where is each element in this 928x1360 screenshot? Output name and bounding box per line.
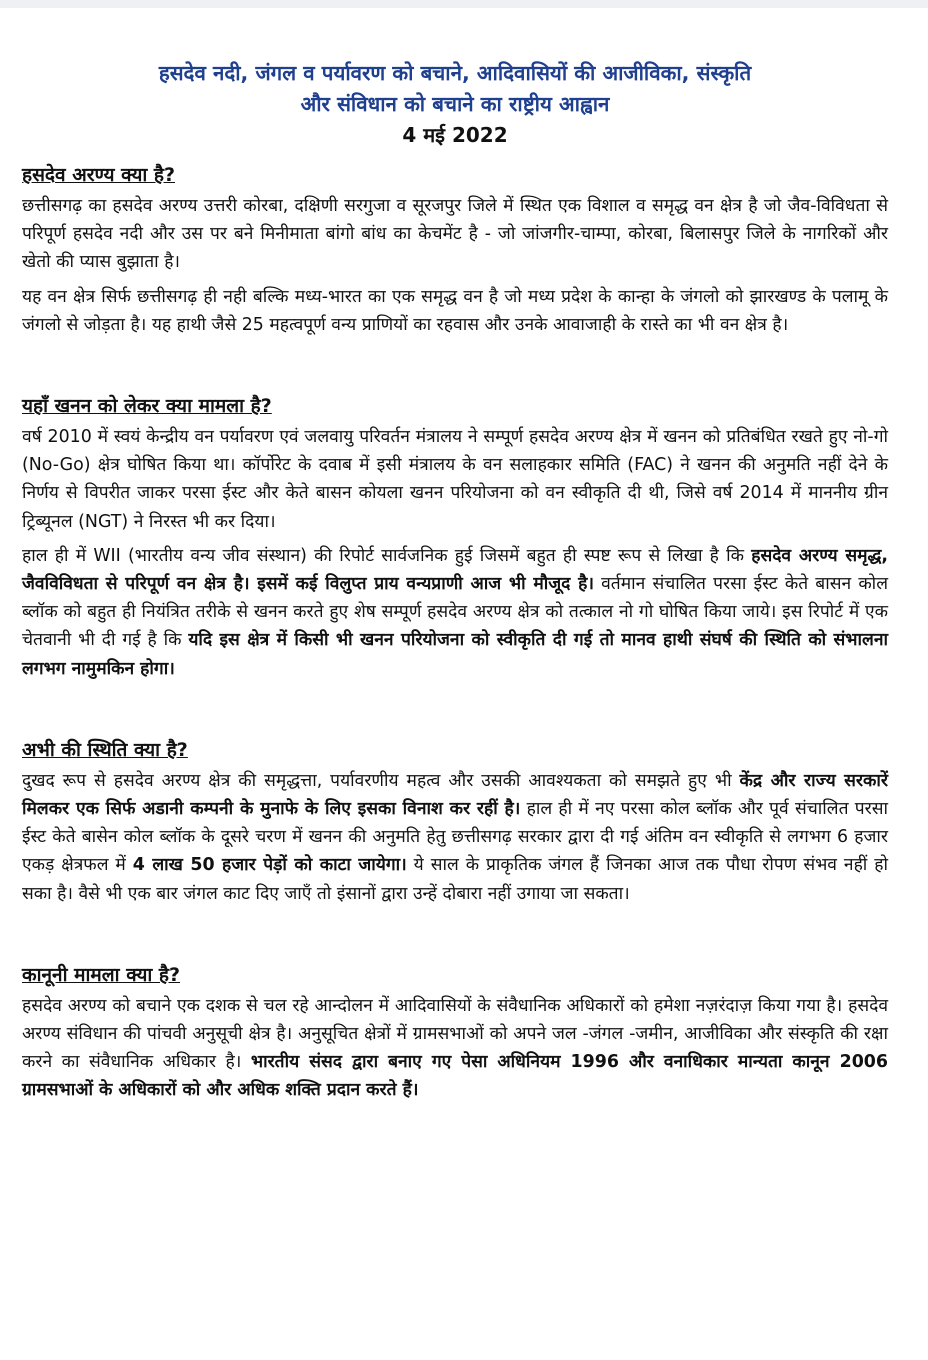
bold-text-run: हसदेव अरण्य समृद्ध, जैवविविधता से परिपूर्ण वन क्षेत्र है। इसमें कई विलुप्त प्राय वन्यप्राणी आज भी मौजूद है।	[22, 545, 888, 595]
document-date: 4 मई 2022	[402, 123, 508, 147]
section-heading-what-is-hasdeo: हसदेव अरण्य क्या है?	[22, 164, 175, 186]
text-run: ये साल के प्राकृतिक जंगल हैं जिनका आज तक पौधा रोपण संभव नहीं हो सका है। वैसे भी एक बार जंगल काट दिए जाएँ तो इंसानों द्वारा उन्हें दोबारा नहीं उगाया जा सकता।	[22, 855, 888, 904]
paragraph: यह वन क्षेत्र सिर्फ छत्तीसगढ़ ही नही बल्कि मध्य-भारत का एक समृद्ध वन है जो मध्य प्रदेश के कान्हा के जंगलो को झारखण्ड के पलामू के जंगलो से जोड़ता है। यह हाथी जैसे 25 महत्वपूर्ण वन्य प्राणियों का रहवास और उनके आवाजाही के रास्ते का भी वन क्षेत्र है।	[22, 286, 888, 335]
paragraph	[22, 542, 888, 683]
section-heading-current-status: अभी की स्थिति क्या है?	[22, 738, 188, 761]
paragraph	[22, 992, 888, 1105]
text-run: दुखद रूप से हसदेव अरण्य क्षेत्र की समृद्धत्ता, पर्यावरणीय महत्व और उसकी आवश्यकता को समझते हुए भी	[22, 770, 740, 791]
top-strip	[0, 0, 928, 8]
section-gap	[22, 914, 888, 950]
document-title	[22, 58, 888, 120]
bold-text-run: केंद्र और राज्य सरकारें मिलकर एक सिर्फ अडानी कम्पनी के मुनाफे के लिए इसका विनाश कर रहीं है।	[22, 770, 888, 820]
title-line-1: हसदेव नदी, जंगल व पर्यावरण को बचाने, आदिवासियों की आजीविका, संस्कृति	[158, 61, 752, 85]
text-run: हसदेव अरण्य को बचाने एक दशक से चल रहे आन्दोलन में आदिवासियों के संवैधानिक अधिकारों को हमेशा नज़रंदाज़ किया गया है। हसदेव अरण्य संविधान की पांचवी अनुसूची क्षेत्र है। अनुसूचित क्षेत्रों में ग्रामसभाओं को अपने जल -जंगल -जमीन, आजीविका और संस्कृति की रक्षा करने का संवैधानिक अधिकार है।	[22, 995, 888, 1073]
paragraph: वर्ष 2010 में स्वयं केन्द्रीय वन पर्यावरण एवं जलवायु परिवर्तन मंत्रालय ने सम्पूर्ण हसदेव अरण्य क्षेत्र में खनन को प्रतिबंधित रखते हुए नो-गो (No-Go) क्षेत्र घोषित किया था। कॉर्पोरेट के दवाब में इसी मंत्रालय के वन सलाहकार समिति (FAC) ने खनन की अनुमति नहीं देने के निर्णय से विपरीत जाकर परसा ईस्ट और केते बासन कोयला खनन परियोजना को वन स्वीकृति दी थी, जिसे वर्ष 2014 में माननीय ग्रीन ट्रिब्यूनल (NGT) ने निरस्त भी कर दिया।	[22, 427, 888, 532]
text-run: हाल ही में नए परसा कोल ब्लॉक और पूर्व संचालित परसा ईस्ट केते बासेन कोल ब्लॉक के दूसरे चरण में खनन की अनुमति हेतु छत्तीसगढ़ सरकार द्वारा दी गई अंतिम वन स्वीकृति से लगभग 6 हजार एकड़ क्षेत्रफल में	[22, 799, 889, 876]
section-heading-legal-issue: कानूनी मामला क्या है?	[22, 963, 181, 986]
section-gap	[22, 345, 888, 381]
text-run: हाल ही में WII (भारतीय वन्य जीव संस्थान) की रिपोर्ट सार्वजनिक हुई जिसमें बहुत ही स्पष्ट रूप से लिखा है कि	[22, 545, 752, 566]
section-gap	[22, 689, 888, 725]
paragraph	[22, 767, 888, 908]
title-line-2: और संविधान को बचाने का राष्ट्रीय आह्वान	[300, 92, 610, 116]
bold-text-run: 4 लाख 50 हजार पेड़ों को काटा जायेगा।	[132, 855, 407, 876]
bold-text-run: भारतीय संसद द्वारा बनाए गए पेसा अधिनियम 1996 और वनाधिकार मान्यता कानून 2006 ग्रामसभाओं के अधिकारों को और अधिक शक्ति प्रदान करते हैं।	[22, 1052, 888, 1101]
section-heading-mining-issue: यहाँ खनन को लेकर क्या मामला है?	[22, 395, 272, 418]
text-run: वर्तमान संचालित परसा ईस्ट केते बासन कोल ब्लॉक को बहुत ही नियंत्रित तरीके से खनन करते हुए शेष सम्पूर्ण हसदेव अरण्य क्षेत्र को तत्काल नो गो घोषित किया जाये। इस रिपोर्ट में एक चेतवानी भी दी गई है कि	[22, 574, 888, 651]
paragraph: छत्तीसगढ़ का हसदेव अरण्य उत्तरी कोरबा, दक्षिणी सरगुजा व सूरजपुर जिले में स्थित एक विशाल व समृद्ध वन क्षेत्र है जो जैव-विविधता से परिपूर्ण हसदेव नदी और उस पर बने मिनीमाता बांगो बांध का केचमेंट है - जो जांजगीर-चाम्पा, कोरबा, बिलासपुर जिले के नागरिकों और खेतो की प्यास बुझाता है।	[22, 196, 888, 273]
bold-text-run: यदि इस क्षेत्र में किसी भी खनन परियोजना को स्वीकृति दी गई तो मानव हाथी संघर्ष की स्थिति को संभालना लगभग नामुमकिन होगा।	[22, 630, 888, 679]
